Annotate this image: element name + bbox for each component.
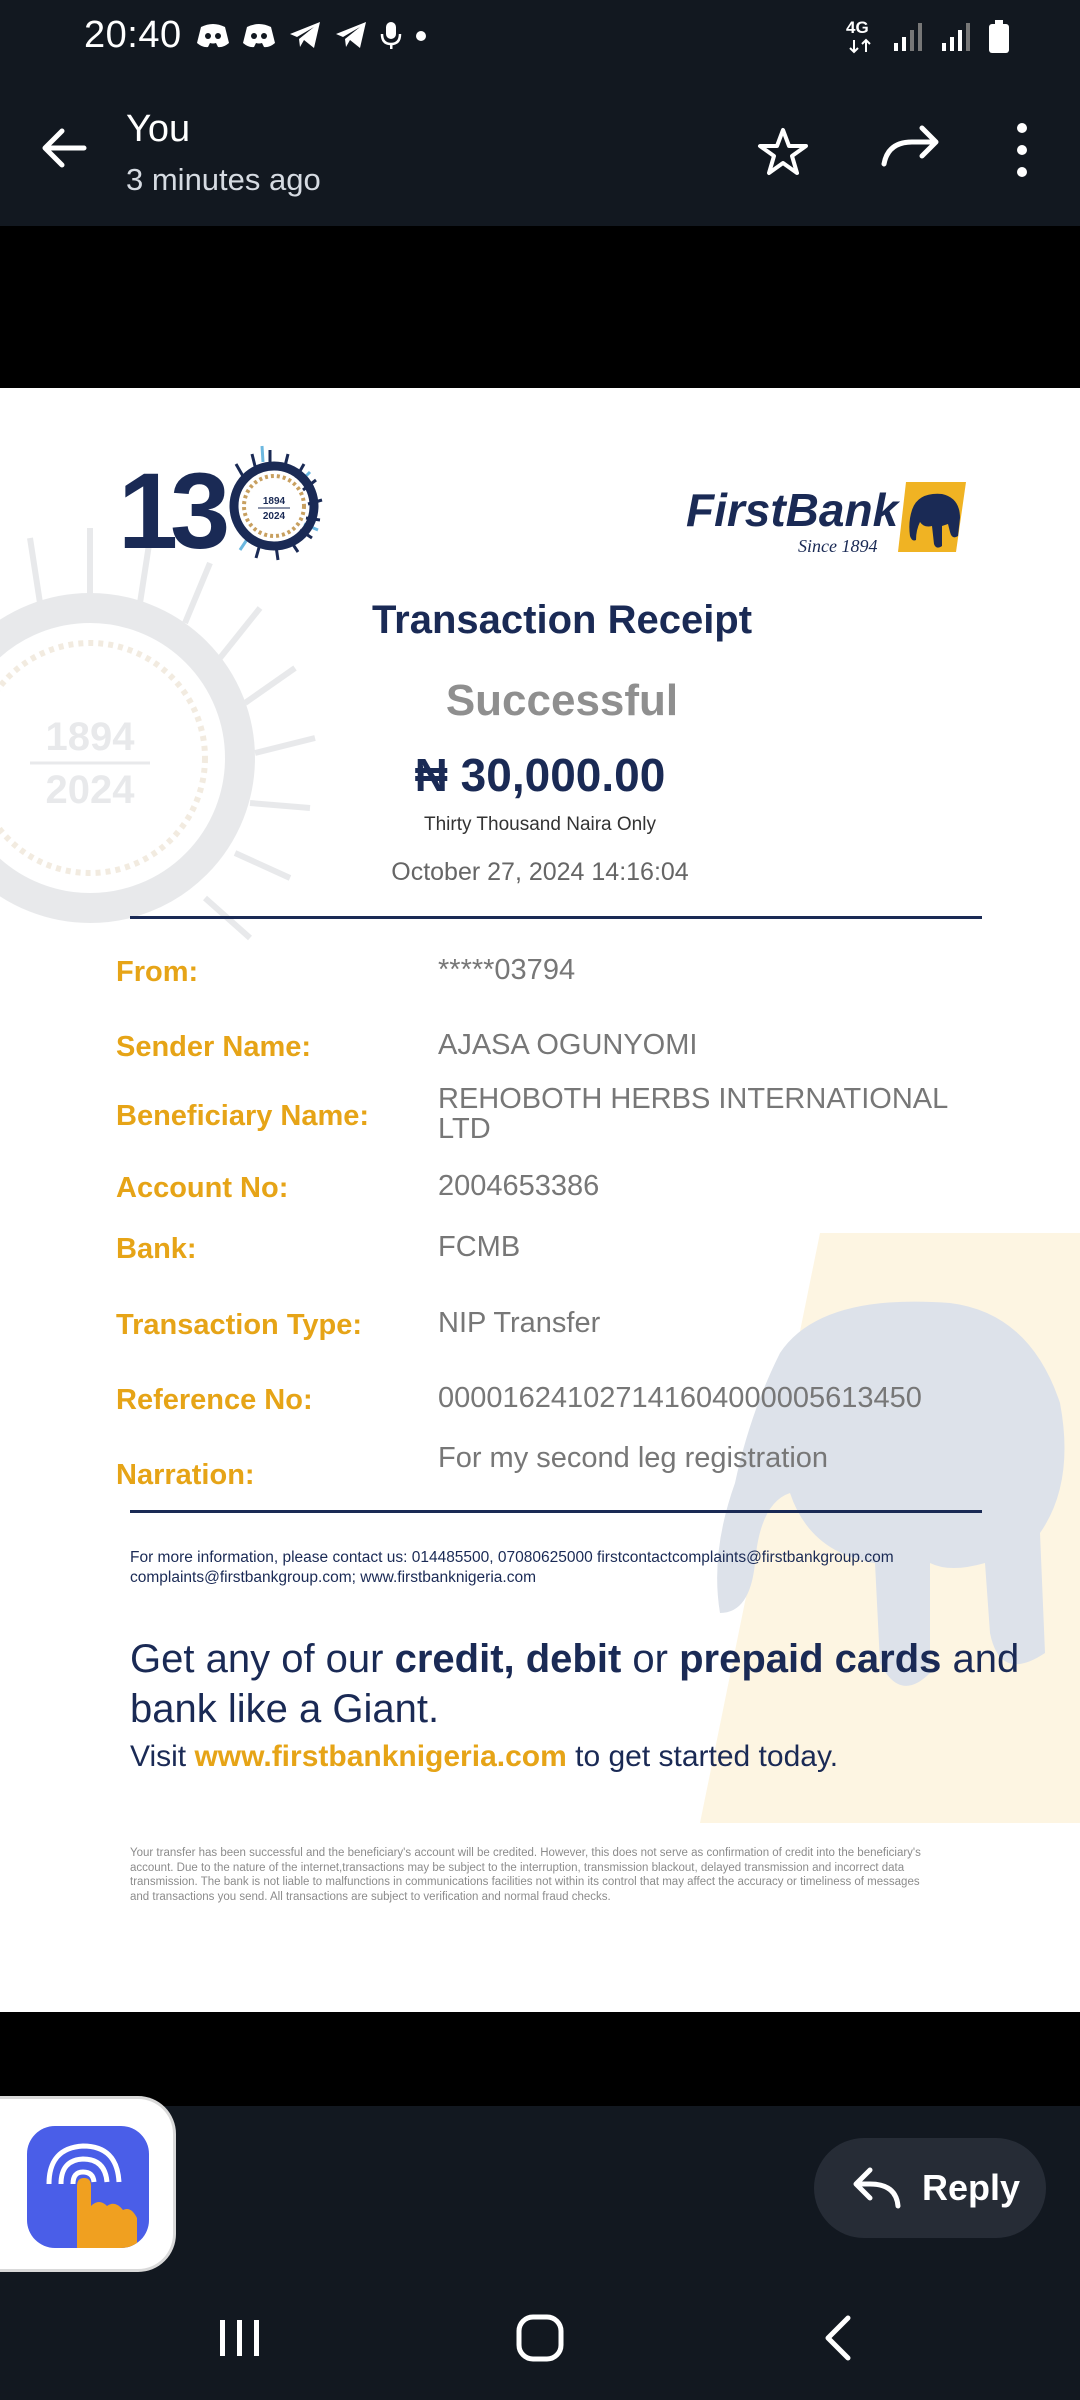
network-type-icon [846, 18, 876, 56]
recent-apps-icon[interactable] [210, 2308, 270, 2368]
telegram-icon [288, 20, 322, 50]
130-years-logo [118, 438, 338, 573]
amount-in-words: Thirty Thousand Naira Only [424, 814, 656, 835]
firstbank-wordmark: FirstBank [686, 484, 899, 536]
sender-name-label: Sender Name: [116, 1031, 312, 1063]
narration-value: For my second leg registration [438, 1442, 829, 1474]
account-no-label: Account No: [116, 1172, 289, 1204]
firstbank-logo [686, 470, 976, 562]
transaction-datetime: October 27, 2024 14:16:04 [391, 858, 689, 886]
status-time: 20:40 [84, 14, 182, 56]
signal-strength-icon [940, 21, 972, 53]
system-status-icons [846, 18, 1010, 56]
transaction-status: Successful [445, 676, 679, 725]
reply-icon [848, 2160, 904, 2216]
status-bar [0, 0, 1080, 76]
bank-label: Bank: [116, 1233, 197, 1265]
touch-hand-icon [27, 2126, 149, 2248]
notification-icons [196, 20, 428, 50]
receipt-title: Transaction Receipt [371, 598, 753, 642]
from-label: From: [116, 956, 199, 988]
reply-button[interactable] [814, 2138, 1046, 2238]
narration-label: Narration: [116, 1459, 255, 1491]
reference-no-label: Reference No: [116, 1384, 313, 1416]
assistive-touch-button[interactable] [0, 2096, 176, 2272]
promo-text: and bank like a Giant. [130, 1637, 1020, 1731]
reply-label: Reply [922, 2167, 1021, 2208]
sender-name-value: AJASA OGUNYOMI [438, 1029, 698, 1061]
more-options-icon[interactable] [1006, 118, 1038, 182]
message-sender: You [126, 108, 191, 150]
reference-no-value: 000016241027141604000005613450 [438, 1382, 922, 1414]
image-viewer-background [0, 226, 1080, 388]
back-icon[interactable] [810, 2308, 870, 2368]
promo-text: or [621, 1637, 680, 1681]
assistive-touch-icon [27, 2126, 149, 2248]
disclaimer: Your transfer has been successful and the beneficiary's account will be credited. However, this does not serve as confirmation of credit into the beneficiary's account. Due to the nature of the internet,transactions may be subject to the interruption, transmission blackout, delayed transmission and incorrect data transmission. The bank is not liable to malfunctions in communications facilities not within its control that may affect the accuracy or timeliness of messages and transactions you send. All transactions are subject to verification and normal fraud checks. [130, 1847, 921, 1903]
telegram-icon [334, 20, 368, 50]
signal-strength-icon [892, 21, 924, 53]
account-no-value: 2004653386 [438, 1170, 600, 1202]
logo-year-start: 1894 [262, 496, 286, 507]
navigation-bar [0, 2276, 1080, 2400]
transaction-amount: ₦ 30,000.00 [414, 749, 666, 801]
promo-visit-text: to get started today. [566, 1740, 839, 1773]
app-bar [0, 76, 1080, 226]
transaction-receipt [0, 388, 1080, 2012]
star-icon[interactable] [753, 122, 813, 182]
watermark-year-start: 1894 [45, 715, 135, 759]
contact-info: For more information, please contact us: 014485500, 07080625000 firstcontactcomplaints@firstbankgroup.com complaints@firstbankgroup.com; www.firstbanknigeria.com [130, 1549, 894, 1586]
promo-text: Get any of our [130, 1637, 395, 1681]
network-type-label: 4G [846, 18, 869, 37]
promo-emphasis: prepaid cards [679, 1637, 942, 1681]
promo-headline [130, 1634, 1030, 1734]
promo-emphasis: credit, debit [394, 1637, 622, 1681]
battery-icon [988, 20, 1010, 54]
microphone-icon [380, 20, 402, 50]
discord-icon [196, 21, 230, 49]
firstbank-since: Since 1894 [798, 536, 878, 556]
divider [130, 1510, 982, 1513]
divider [130, 916, 982, 919]
beneficiary-name-value: REHOBOTH HERBS INTERNATIONAL LTD [438, 1083, 948, 1145]
beneficiary-name-label: Beneficiary Name: [116, 1100, 370, 1132]
watermark-year-end: 2024 [45, 768, 135, 812]
message-time: 3 minutes ago [126, 162, 321, 197]
transaction-type-value: NIP Transfer [438, 1307, 601, 1339]
promo-url-link[interactable]: www.firstbanknigeria.com [194, 1740, 567, 1773]
promo-visit-text: Visit [130, 1740, 195, 1773]
more-notifications-dot-icon [414, 20, 428, 50]
image-viewer-background [0, 2012, 1080, 2106]
discord-icon [242, 21, 276, 49]
logo-year-end: 2024 [262, 511, 286, 522]
back-arrow-icon[interactable] [34, 118, 94, 178]
forward-icon[interactable] [878, 118, 944, 178]
home-icon[interactable] [510, 2308, 570, 2368]
promo-visit [130, 1740, 838, 1774]
from-value: *****03794 [438, 954, 576, 986]
transaction-type-label: Transaction Type: [116, 1309, 363, 1341]
svg-text:13: 13 [118, 450, 223, 571]
bank-value: FCMB [438, 1231, 521, 1263]
